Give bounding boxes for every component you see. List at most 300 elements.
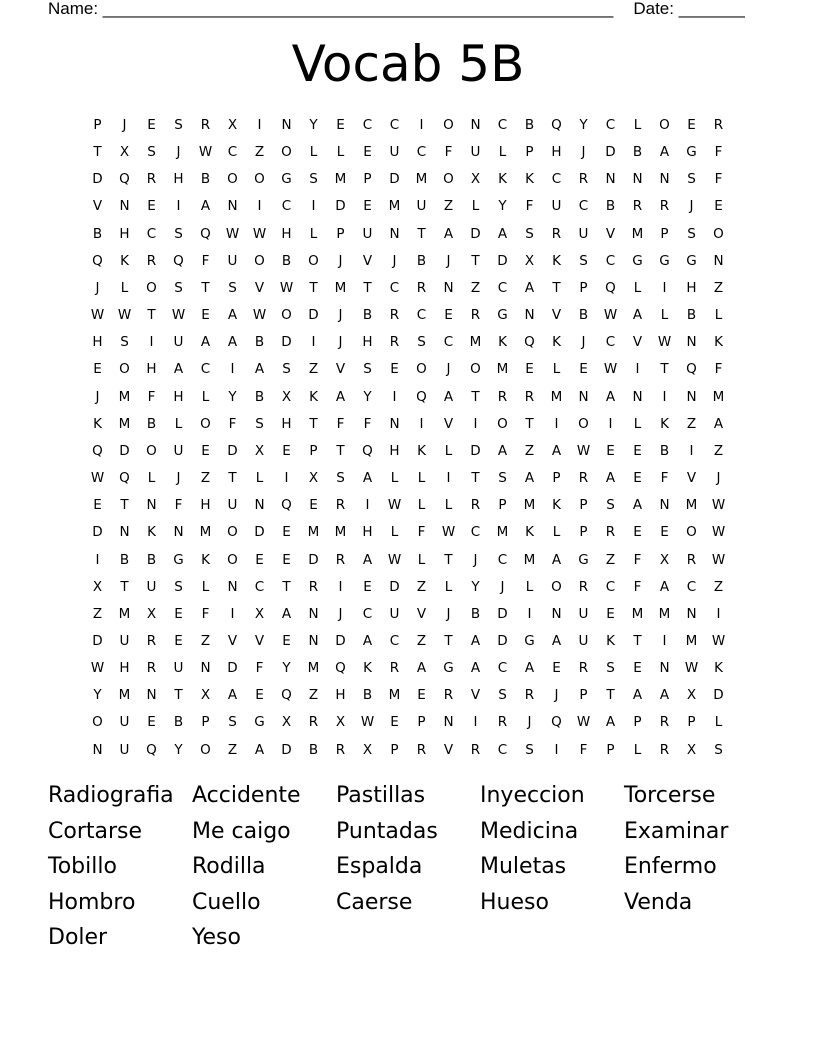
grid-letter: L (633, 117, 642, 133)
grid-letter: J (446, 252, 451, 269)
grid-letter: E (606, 605, 615, 622)
grid-letter: O (227, 171, 238, 188)
grid-letter: I (365, 497, 370, 514)
grid-letter: G (686, 252, 697, 269)
grid-letter: P (579, 279, 588, 296)
grid-letter: X (200, 687, 211, 704)
grid-letter: E (363, 198, 372, 215)
grid-letter: W (576, 442, 591, 459)
grid-row (84, 411, 732, 438)
grid-letter: T (444, 632, 453, 649)
grid-letter: Z (443, 198, 454, 215)
grid-letter: N (686, 334, 697, 351)
grid-letter: V (416, 605, 427, 622)
grid-row (84, 438, 732, 465)
grid-row (84, 682, 732, 709)
word-bank (48, 778, 768, 956)
grid-letter: I (473, 714, 478, 731)
grid-letter: P (633, 714, 642, 731)
grid-letter: U (119, 714, 130, 731)
grid-letter: R (470, 497, 481, 514)
grid-letter: Q (119, 470, 130, 487)
grid-letter: A (713, 415, 724, 432)
grid-letter: K (363, 660, 372, 677)
grid-letter: Q (605, 279, 616, 296)
grid-letter: G (686, 144, 697, 161)
grid-letter: E (390, 361, 399, 378)
grid-letter: M (118, 415, 131, 432)
grid-letter: F (633, 551, 642, 568)
grid-letter: J (338, 334, 343, 351)
grid-letter: C (146, 225, 157, 242)
grid-letter: Z (416, 578, 427, 595)
grid-letter: Z (254, 144, 265, 161)
grid-letter: P (579, 524, 588, 541)
grid-letter: T (120, 578, 129, 595)
grid-letter: N (200, 660, 211, 677)
grid-letter: N (605, 171, 616, 188)
grid-letter: W (441, 524, 456, 541)
grid-letter: T (552, 279, 561, 296)
grid-letter: W (657, 334, 672, 351)
grid-letter: I (662, 279, 667, 296)
grid-letter: E (687, 117, 696, 133)
grid-letter: W (171, 307, 186, 324)
grid-letter: A (605, 470, 616, 487)
grid-letter: Q (524, 334, 535, 351)
grid-letter: S (525, 225, 534, 242)
grid-letter: L (525, 578, 534, 595)
grid-letter: R (578, 660, 589, 677)
grid-row (84, 221, 732, 248)
grid-letter: N (308, 605, 319, 622)
grid-letter: A (551, 632, 562, 649)
grid-letter: C (605, 117, 616, 133)
grid-letter: G (497, 307, 508, 324)
grid-letter: P (417, 714, 426, 731)
grid-letter: M (334, 279, 347, 296)
grid-letter: I (284, 470, 289, 487)
grid-letter: N (470, 117, 481, 133)
grid-letter: D (281, 741, 292, 758)
grid-letter: D (308, 307, 319, 324)
grid-letter: X (308, 470, 319, 487)
grid-letter: B (362, 307, 373, 324)
grid-letter: F (525, 198, 534, 215)
grid-letter: M (118, 605, 131, 622)
grid-letter: X (686, 741, 697, 758)
grid-letter: S (174, 225, 183, 242)
grid-letter: E (525, 361, 534, 378)
grid-letter: V (686, 470, 697, 487)
grid-letter: O (200, 741, 211, 758)
grid-letter: Z (686, 415, 697, 432)
grid-letter: G (524, 632, 535, 649)
grid-letter: D (605, 144, 616, 161)
grid-letter: S (120, 334, 129, 351)
word-bank-item: Hueso (480, 889, 549, 915)
grid-letter: D (335, 198, 346, 215)
grid-letter: E (282, 551, 291, 568)
grid-letter: T (228, 470, 237, 487)
grid-letter: Z (524, 442, 535, 459)
grid-letter: I (419, 117, 424, 133)
grid-row (84, 737, 732, 764)
grid-letter: E (633, 660, 642, 677)
grid-letter: M (388, 687, 401, 704)
grid-letter: C (551, 171, 562, 188)
grid-letter: F (714, 171, 723, 188)
grid-letter: Y (498, 198, 507, 215)
grid-letter: G (632, 252, 643, 269)
grid-letter: B (254, 388, 265, 405)
grid-letter: B (173, 714, 184, 731)
word-bank-item: Tobillo (48, 854, 117, 879)
grid-row (84, 547, 732, 574)
grid-letter: M (523, 497, 536, 514)
grid-letter: R (551, 225, 562, 242)
grid-letter: T (525, 415, 534, 432)
word-bank-item: Hombro (48, 889, 136, 915)
grid-row (84, 574, 732, 601)
grid-letter: W (387, 497, 402, 514)
grid-letter: W (360, 714, 375, 731)
word-bank-item: Doler (48, 925, 108, 950)
grid-letter: T (444, 551, 453, 568)
word-bank-item: Inyeccion (480, 783, 585, 808)
grid-letter: O (443, 171, 454, 188)
grid-letter: A (335, 388, 346, 405)
grid-letter: Q (281, 687, 292, 704)
grid-letter: R (146, 660, 157, 677)
grid-letter: N (308, 632, 319, 649)
grid-letter: R (146, 632, 157, 649)
grid-letter: B (254, 334, 265, 351)
grid-letter: N (389, 415, 400, 432)
grid-letter: F (579, 741, 588, 758)
grid-letter: L (633, 741, 642, 758)
grid-letter: R (146, 252, 157, 269)
grid-letter: F (363, 415, 372, 432)
grid-letter: P (363, 171, 372, 188)
grid-letter: V (335, 361, 346, 378)
grid-letter: Z (470, 279, 481, 296)
grid-letter: C (605, 578, 616, 595)
grid-letter: J (581, 144, 586, 161)
grid-letter: O (470, 361, 481, 378)
grid-letter: A (416, 660, 427, 677)
grid-letter: L (498, 144, 507, 161)
grid-letter: R (416, 279, 427, 296)
grid-letter: F (201, 605, 210, 622)
grid-letter: O (551, 578, 562, 595)
grid-letter: X (470, 171, 481, 188)
grid-letter: M (118, 388, 131, 405)
grid-letter: E (336, 117, 345, 133)
word-bank-item: Espalda (336, 854, 423, 879)
grid-letter: M (388, 198, 401, 215)
grid-letter: S (282, 361, 291, 378)
grid-letter: T (633, 632, 642, 649)
grid-letter: V (443, 741, 454, 758)
grid-letter: Q (686, 361, 697, 378)
grid-letter: S (498, 687, 507, 704)
grid-letter: N (254, 497, 265, 514)
grid-letter: P (336, 225, 345, 242)
grid-letter: I (527, 605, 532, 622)
grid-letter: K (552, 497, 561, 514)
grid-letter: B (146, 415, 157, 432)
grid-letter: S (174, 279, 183, 296)
grid-letter: F (336, 415, 345, 432)
grid-letter: T (282, 578, 291, 595)
grid-row (84, 465, 732, 492)
grid-letter: X (254, 442, 265, 459)
grid-letter: N (443, 279, 454, 296)
grid-letter: I (311, 334, 316, 351)
grid-letter: J (446, 605, 451, 622)
grid-letter: B (659, 442, 670, 459)
grid-letter: W (711, 632, 726, 649)
grid-letter: S (255, 415, 264, 432)
grid-letter: D (281, 334, 292, 351)
grid-letter: I (257, 198, 262, 215)
name-label: Name: ______________________________________________________ (48, 0, 614, 18)
grid-letter: O (713, 225, 724, 242)
grid-letter: W (90, 660, 105, 677)
grid-letter: T (93, 144, 102, 161)
grid-letter: U (119, 741, 130, 758)
grid-letter: D (713, 687, 724, 704)
date-label: Date: _______ (633, 0, 745, 18)
word-bank-item: Pastillas (336, 783, 426, 808)
grid-row (84, 166, 732, 193)
grid-letter: O (443, 117, 454, 133)
grid-letter: J (554, 687, 559, 704)
grid-letter: C (362, 605, 373, 622)
grid-letter: M (469, 334, 482, 351)
grid-row (84, 384, 732, 411)
grid-letter: Q (362, 442, 373, 459)
grid-letter: U (362, 225, 373, 242)
grid-row (84, 655, 732, 682)
grid-letter: T (471, 252, 480, 269)
grid-letter: E (363, 144, 372, 161)
grid-letter: U (470, 144, 481, 161)
grid-letter: O (254, 252, 265, 269)
grid-letter: L (633, 279, 642, 296)
grid-letter: M (307, 524, 320, 541)
word-bank-item: Radiografia (48, 783, 174, 808)
grid-letter: Y (282, 660, 291, 677)
grid-letter: L (660, 307, 669, 324)
grid-letter: H (92, 334, 103, 351)
grid-letter: T (174, 687, 183, 704)
grid-letter: G (578, 551, 589, 568)
word-bank-item: Accidente (192, 783, 301, 808)
grid-letter: F (201, 252, 210, 269)
grid-letter: L (471, 198, 480, 215)
grid-letter: K (417, 442, 426, 459)
grid-letter: B (119, 551, 130, 568)
grid-letter: J (122, 117, 127, 133)
grid-letter: C (389, 117, 400, 133)
grid-letter: P (93, 117, 102, 133)
grid-letter: N (227, 578, 238, 595)
grid-letter: U (551, 198, 562, 215)
grid-letter: V (470, 687, 481, 704)
grid-letter: T (336, 442, 345, 459)
grid-letter: R (659, 741, 670, 758)
grid-letter: Y (174, 741, 183, 758)
grid-letter: V (443, 415, 454, 432)
grid-letter: L (147, 470, 156, 487)
grid-letter: R (335, 741, 346, 758)
grid-letter: P (579, 497, 588, 514)
grid-letter: W (387, 551, 402, 568)
grid-letter: C (605, 334, 616, 351)
grid-letter: S (606, 660, 615, 677)
grid-letter: D (470, 442, 481, 459)
grid-letter: K (714, 660, 723, 677)
grid-letter: R (578, 470, 589, 487)
grid-letter: A (227, 334, 238, 351)
grid-letter: I (689, 442, 694, 459)
grid-letter: W (711, 497, 726, 514)
grid-letter: N (173, 524, 184, 541)
grid-letter: C (416, 144, 427, 161)
grid-letter: Q (119, 171, 130, 188)
grid-letter: E (174, 605, 183, 622)
grid-letter: A (254, 361, 265, 378)
grid-letter: A (254, 741, 265, 758)
grid-letter: Z (308, 361, 319, 378)
grid-letter: A (362, 551, 373, 568)
grid-letter: A (200, 198, 211, 215)
grid-letter: A (659, 144, 670, 161)
word-bank-item: Caerse (336, 889, 413, 915)
grid-letter: R (497, 388, 508, 405)
grid-letter: Q (200, 225, 211, 242)
grid-row (84, 139, 732, 166)
grid-letter: B (524, 117, 535, 133)
grid-letter: Q (281, 497, 292, 514)
grid-letter: A (497, 225, 508, 242)
grid-letter: K (714, 334, 723, 351)
grid-letter: O (686, 524, 697, 541)
grid-letter: O (281, 307, 292, 324)
word-bank-item: Puntadas (336, 818, 438, 844)
grid-letter: I (419, 415, 424, 432)
grid-letter: K (120, 252, 129, 269)
grid-row (84, 601, 732, 628)
grid-letter: H (281, 415, 292, 432)
grid-letter: L (417, 470, 426, 487)
grid-letter: I (176, 198, 181, 215)
grid-letter: T (363, 279, 372, 296)
word-bank-item: Muletas (480, 854, 567, 879)
grid-letter: B (146, 551, 157, 568)
grid-letter: G (281, 171, 292, 188)
grid-letter: L (444, 442, 453, 459)
grid-letter: W (90, 307, 105, 324)
grid-letter: A (632, 307, 643, 324)
grid-letter: V (227, 632, 238, 649)
word-bank-item: Me caigo (192, 818, 291, 844)
grid-letter: W (225, 225, 240, 242)
grid-letter: B (308, 741, 319, 758)
grid-letter: J (95, 279, 100, 296)
grid-letter: D (119, 442, 130, 459)
grid-letter: M (118, 687, 131, 704)
grid-letter: C (497, 551, 508, 568)
grid-letter: V (551, 307, 562, 324)
grid-letter: I (230, 605, 235, 622)
grid-letter: E (309, 497, 318, 514)
grid-letter: E (147, 198, 156, 215)
grid-letter: N (659, 171, 670, 188)
grid-letter: G (659, 252, 670, 269)
grid-letter: R (659, 714, 670, 731)
grid-letter: S (309, 171, 318, 188)
grid-letter: E (255, 551, 264, 568)
grid-letter: Q (551, 714, 562, 731)
grid-letter: B (200, 171, 211, 188)
grid-letter: X (362, 741, 373, 758)
grid-letter: E (174, 632, 183, 649)
grid-letter: Z (416, 632, 427, 649)
grid-letter: N (659, 660, 670, 677)
grid-letter: W (279, 279, 294, 296)
grid-letter: C (497, 117, 508, 133)
grid-letter: N (578, 388, 589, 405)
grid-letter: F (255, 660, 264, 677)
grid-letter: U (173, 442, 184, 459)
grid-letter: L (255, 470, 264, 487)
grid-letter: C (389, 279, 400, 296)
grid-letter: B (92, 225, 103, 242)
grid-letter: O (146, 279, 157, 296)
grid-letter: T (660, 361, 669, 378)
word-bank-item: Rodilla (192, 854, 266, 879)
grid-letter: C (497, 279, 508, 296)
grid-letter: A (362, 470, 373, 487)
grid-letter: J (338, 605, 343, 622)
grid-letter: A (632, 687, 643, 704)
grid-letter: Q (92, 442, 103, 459)
grid-letter: F (714, 144, 723, 161)
grid-letter: T (471, 388, 480, 405)
grid-letter: K (552, 334, 561, 351)
grid-row (84, 519, 732, 546)
grid-letter: E (417, 687, 426, 704)
grid-letter: K (498, 171, 507, 188)
grid-letter: T (201, 279, 210, 296)
grid-letter: M (496, 361, 509, 378)
grid-letter: M (415, 171, 428, 188)
grid-letter: P (309, 442, 318, 459)
grid-letter: N (524, 307, 535, 324)
grid-letter: K (309, 388, 318, 405)
grid-letter: Y (228, 388, 237, 405)
grid-letter: A (173, 361, 184, 378)
grid-letter: S (363, 361, 372, 378)
grid-letter: J (338, 307, 343, 324)
grid-letter: N (92, 741, 103, 758)
grid-row (84, 329, 732, 356)
grid-letter: Q (146, 741, 157, 758)
grid-letter: D (497, 632, 508, 649)
